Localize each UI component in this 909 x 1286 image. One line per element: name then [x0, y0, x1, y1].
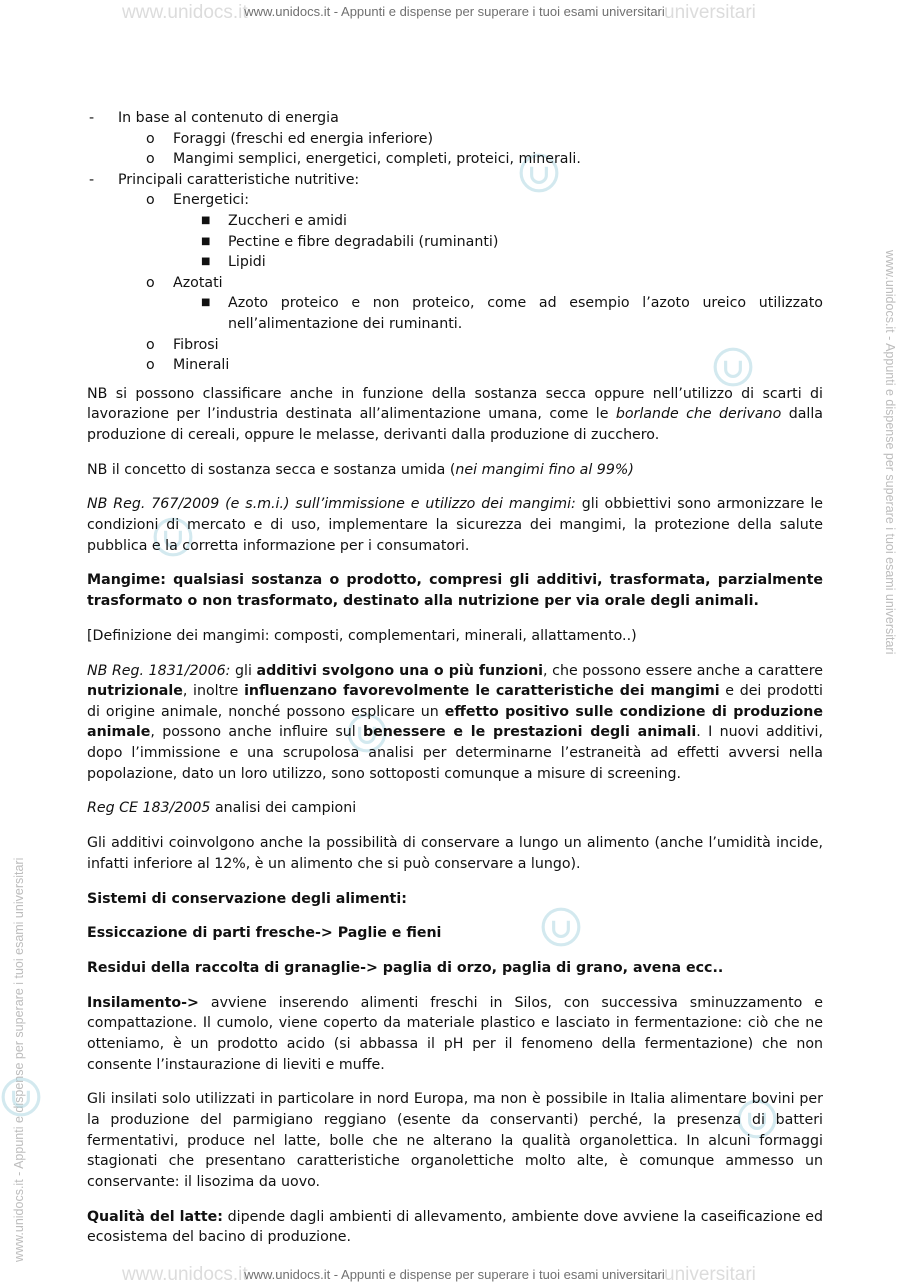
text-run: Insilamento->	[87, 994, 199, 1011]
paragraph-essiccazione: Essiccazione di parti fresche-> Paglie e fieni	[87, 925, 442, 942]
circle-marker: o	[146, 274, 155, 291]
watermark-ghost-top-left: www.unidocs.it	[122, 2, 248, 23]
square-bullet-icon: ■	[201, 214, 211, 226]
watermark-ghost-top-right: universitari	[664, 2, 756, 23]
unidocs-logo-icon	[0, 1076, 42, 1118]
square-bullet-icon: ■	[201, 235, 211, 247]
text-run: , che possono essere anche a carattere	[543, 662, 823, 679]
paragraph-definizione: [Definizione dei mangimi: composti, complementari, minerali, allattamento..)	[87, 627, 637, 644]
circle-marker: o	[146, 151, 155, 168]
list-item-text: Mangimi semplici, energetici, completi, proteici, minerali.	[173, 151, 581, 168]
list-item	[87, 232, 823, 253]
text-run: additivi svolgono una o più funzioni	[256, 662, 544, 679]
text-run: analisi dei campioni	[210, 800, 357, 817]
text-run: dalla produzione di cereali, oppure le melasse, derivanti dalla produzione di zucchero.	[87, 406, 823, 443]
list-item-text: Azotati	[173, 274, 223, 291]
list-item	[87, 190, 823, 211]
dash-marker: -	[89, 110, 95, 126]
header-watermark: www.unidocs.it - Appunti e dispense per superare i tuoi esami universitari	[244, 4, 665, 19]
paragraph-reg-183	[87, 798, 823, 819]
list-item-text: Minerali	[173, 357, 230, 374]
list-item	[87, 293, 823, 334]
watermark-ghost-bottom-left: www.unidocs.it	[122, 1264, 248, 1285]
text-run: gli	[230, 662, 257, 679]
text-run: , possono anche influire sul	[150, 724, 364, 741]
list-item	[87, 211, 823, 232]
text-run: nutrizionale	[87, 683, 183, 700]
list-item-text: Azoto proteico e non proteico, come ad esempio l’azoto ureico utilizzato nell’alimentazione dei ruminanti.	[228, 295, 823, 332]
paragraph-nb-reg-767	[87, 494, 823, 556]
circle-marker: o	[146, 357, 155, 374]
text-run: effetto positivo sulle condizione di produzione animale	[87, 703, 823, 741]
side-watermark-right: www.unidocs.it - Appunti e dispense per superare i tuoi esami universitari	[883, 250, 897, 655]
text-run: Qualità del latte:	[87, 1208, 223, 1225]
list-item	[87, 170, 823, 191]
text-run: Reg CE 183/2005	[87, 800, 211, 817]
text-run: NB Reg. 767/2009 (e s.m.i.) sull’immissione e utilizzo dei mangimi:	[87, 496, 576, 513]
list-item	[87, 335, 823, 356]
text-run: NB si possono classificare anche in funzione della sostanza secca oppure nell’utilizzo di scarti di lavorazione per l’industria destinata all’alimentazione umana, come le	[87, 385, 823, 423]
dash-marker: -	[89, 171, 95, 188]
paragraph-nb-reg-1831	[87, 661, 823, 785]
list-item	[87, 129, 823, 150]
list-item	[87, 108, 823, 129]
text-run: influenzano favorevolmente le caratteristiche dei mangimi	[244, 683, 720, 700]
list-heading: In base al contenuto di energia	[118, 110, 339, 126]
text-run: e dei prodotti di origine animale, nonché possono esplicare un	[87, 683, 823, 720]
paragraph-additivi: Gli additivi coinvolgono anche la possibilità di conservare a lungo un alimento (anche l’umidità incide, infatti inferiore al 12%, è un alimento che si può conservare a lungo).	[87, 835, 823, 872]
text-run: gli obbiettivi sono armonizzare le condizioni di mercato e di uso, implementare la sicurezza dei mangimi, la protezione della salute pubblica e la corretta informazione per i consumatori.	[87, 496, 823, 554]
heading-sistemi-conservazione: Sistemi di conservazione degli alimenti:	[87, 890, 407, 907]
text-run: nei mangimi fino al 99%)	[455, 461, 634, 478]
circle-marker: o	[146, 130, 155, 147]
document-body	[87, 108, 823, 1262]
list-heading: Principali caratteristiche nutritive:	[118, 171, 360, 188]
text-run: NB Reg. 1831/2006:	[87, 662, 231, 679]
circle-marker: o	[146, 192, 155, 209]
paragraph-insilati: Gli insilati solo utilizzati in particolare in nord Europa, ma non è possibile in Italia alimentare bovini per la produzione del parmigiano reggiano (esente da conservanti) perché, la presenza di batteri fermentativi, produce nel latte, bolle che ne alterano la qualità organolettica. In alcuni formaggi stagionati che presentano caratteristiche organolettiche molto alte, è comunque ammesso un conservante: il lisozima da uovo.	[87, 1091, 823, 1190]
list-item-text: Lipidi	[228, 254, 266, 271]
list-item-text: Foraggi (freschi ed energia inferiore)	[173, 130, 434, 147]
paragraph-qualita-latte	[87, 1207, 823, 1248]
paragraph-nb-classification	[87, 384, 823, 446]
list-item	[87, 355, 823, 376]
list-item-text: Zuccheri e amidi	[228, 212, 347, 229]
list-item-text: Fibrosi	[173, 336, 219, 353]
text-run: . I nuovi additivi, dopo l’immissione e una scrupolosa analisi per determinarne l’estraneità ad effetti avversi nella popolazione, dato un loro utilizzo, sono sottoposti comunque a misure di screening.	[87, 724, 824, 782]
text-run: avviene inserendo alimenti freschi in Silos, con successiva sminuzzamento e compattazione. Il cumolo, viene coperto da materiale plastico e lasciato in fermentazione: ciò che ne otteniamo, è un prodotto acido (si abbassa il pH per il fenomeno della fermentazione) che non consente l’instaurazione di lieviti e muffe.	[87, 994, 823, 1073]
paragraph-residui: Residui della raccolta di granaglie-> paglia di orzo, paglia di grano, avena ecc..	[87, 960, 724, 977]
list-item	[87, 252, 823, 273]
watermark-ghost-bottom-right: universitari	[664, 1264, 756, 1285]
list-item	[87, 273, 823, 294]
list-item-text: Pectine e fibre degradabili (ruminanti)	[228, 233, 499, 250]
paragraph-insilamento	[87, 993, 823, 1075]
text-run: benessere e le prestazioni degli animali	[363, 724, 697, 741]
circle-marker: o	[146, 336, 155, 353]
footer-watermark: www.unidocs.it - Appunti e dispense per superare i tuoi esami universitari	[244, 1267, 665, 1282]
text-run: NB il concetto di sostanza secca e sostanza umida (	[87, 461, 456, 478]
text-run: , inoltre	[182, 683, 245, 700]
square-bullet-icon: ■	[201, 297, 211, 309]
text-run: dipende dagli ambienti di allevamento, ambiente dove avviene la caseificazione ed ecosistema del bacino di produzione.	[87, 1208, 823, 1246]
paragraph-mangime-definition: Mangime: qualsiasi sostanza o prodotto, compresi gli additivi, trasformata, parzialmente trasformato o non trasformato, destinato alla nutrizione per via orale degli animali.	[87, 572, 823, 610]
side-watermark-left: www.unidocs.it - Appunti e dispense per superare i tuoi esami universitari	[12, 857, 26, 1262]
square-bullet-icon: ■	[201, 256, 211, 268]
text-run: borlande che derivano	[615, 406, 782, 423]
list-item	[87, 149, 823, 170]
paragraph-nb-dry-matter	[87, 460, 823, 481]
list-item-text: Energetici:	[173, 192, 250, 209]
